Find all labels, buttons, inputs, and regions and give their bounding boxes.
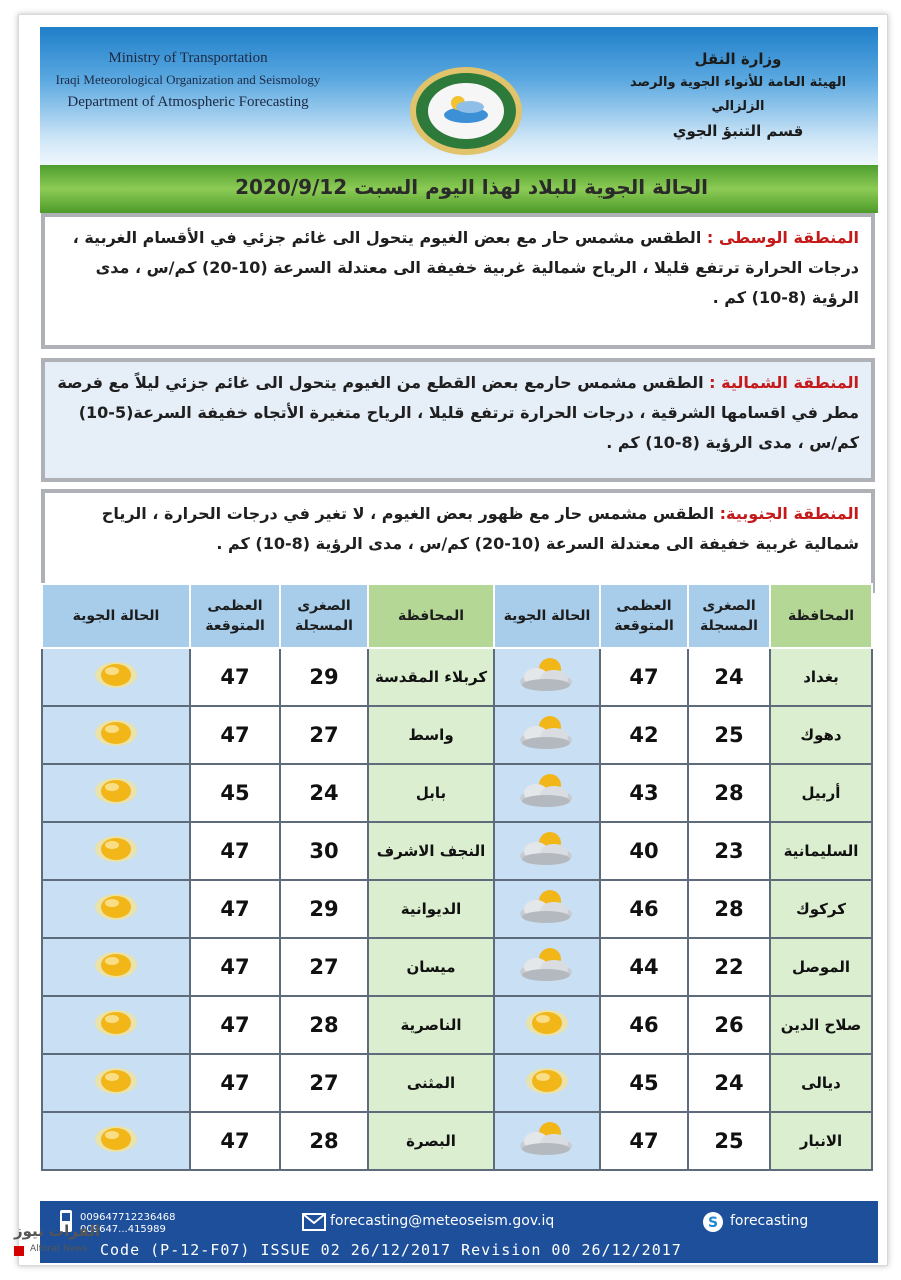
weather-cell <box>494 1054 600 1112</box>
partly-cloudy-icon <box>516 887 578 927</box>
min-temp-cell: 26 <box>688 996 770 1054</box>
region-text: الطقس مشمس حار مع بعض الغيوم يتحول الى غائم جزئي في الأقسام الغربية ، درجات الحرارة ترتفع قليلا ، الرياح شمالية غربية خفيفة الى معتدلة السرعة (10-20) كم/س ، مدى الرؤية (8-10) كم . <box>72 228 859 307</box>
table-header-row <box>42 584 872 648</box>
min-temp-cell: 27 <box>280 938 368 996</box>
table-row <box>42 706 872 764</box>
region-label: المنطقة الوسطى : <box>706 228 859 247</box>
governorate-cell: بغداد <box>770 648 872 706</box>
weather-cell <box>42 880 190 938</box>
governorate-cell: البصرة <box>368 1112 494 1170</box>
min-temp-cell: 28 <box>280 1112 368 1170</box>
header-governorate: المحافظة <box>368 584 494 648</box>
table-row <box>42 764 872 822</box>
sun-icon <box>94 774 138 808</box>
title-bar <box>40 165 878 213</box>
max-temp-cell: 47 <box>600 648 688 706</box>
document-code: Code (P-12-F07) ISSUE 02 26/12/2017 Revision 00 26/12/2017 <box>100 1241 682 1259</box>
weather-cell <box>42 938 190 996</box>
partly-cloudy-icon <box>516 829 578 869</box>
sun-icon <box>525 1064 569 1098</box>
weather-cell <box>42 648 190 706</box>
weather-cell <box>42 764 190 822</box>
bulletin-sheet <box>18 14 888 1266</box>
watermark-en: Alforat News <box>30 1244 88 1254</box>
sun-icon <box>94 1064 138 1098</box>
governorate-cell: الديوانية <box>368 880 494 938</box>
header-governorate: المحافظة <box>770 584 872 648</box>
sun-icon <box>525 1006 569 1040</box>
region-panel-central <box>41 213 875 349</box>
header-weather: الحالة الجوية <box>42 584 190 648</box>
governorate-cell: كركوك <box>770 880 872 938</box>
organization-logo <box>406 65 526 157</box>
watermark-ar: الفرات نيوز <box>14 1222 101 1240</box>
max-temp-cell: 45 <box>190 764 280 822</box>
contact-email[interactable]: forecasting@meteoseism.gov.iq <box>330 1213 555 1229</box>
governorate-cell: الانبار <box>770 1112 872 1170</box>
governorate-cell: النجف الاشرف <box>368 822 494 880</box>
partly-cloudy-icon <box>516 655 578 695</box>
watermark-square-icon <box>14 1246 24 1256</box>
governorate-cell: المثنى <box>368 1054 494 1112</box>
min-temp-cell: 24 <box>688 1054 770 1112</box>
max-temp-cell: 43 <box>600 764 688 822</box>
min-temp-cell: 25 <box>688 706 770 764</box>
header-weather: الحالة الجوية <box>494 584 600 648</box>
department-name-en: Department of Atmospheric Forecasting <box>67 94 309 110</box>
region-text: الطقس مشمس حار مع ظهور بعض الغيوم ، لا تغير في درجات الحرارة ، الرياح شمالية غربية خفيفة الى معتدلة السرعة (10-20) كم/س ، مدى الرؤية (8-10) كم . <box>101 504 859 553</box>
min-temp-cell: 30 <box>280 822 368 880</box>
governorate-cell: الموصل <box>770 938 872 996</box>
forecast-table <box>41 583 873 1171</box>
governorate-cell: دهوك <box>770 706 872 764</box>
governorate-cell: الناصرية <box>368 996 494 1054</box>
max-temp-cell: 40 <box>600 822 688 880</box>
max-temp-cell: 44 <box>600 938 688 996</box>
max-temp-cell: 47 <box>190 996 280 1054</box>
table-row <box>42 996 872 1054</box>
min-temp-cell: 27 <box>280 1054 368 1112</box>
sun-icon <box>94 890 138 924</box>
partly-cloudy-icon <box>516 945 578 985</box>
partly-cloudy-icon <box>516 771 578 811</box>
min-temp-cell: 23 <box>688 822 770 880</box>
region-label: المنطقة الشمالية : <box>709 373 859 392</box>
governorate-cell: ميسان <box>368 938 494 996</box>
weather-cell <box>42 706 190 764</box>
svg-text:S: S <box>707 1215 719 1231</box>
region-label: المنطقة الجنوبية: <box>719 504 859 523</box>
phone-numbers: 009647712236468 009647...415989 <box>80 1212 176 1235</box>
skype-icon <box>702 1211 724 1233</box>
email-icon <box>302 1213 326 1231</box>
max-temp-cell: 47 <box>190 706 280 764</box>
weather-cell <box>494 648 600 706</box>
min-temp-cell: 29 <box>280 648 368 706</box>
header-banner <box>40 27 878 177</box>
region-panel-south <box>41 489 875 593</box>
weather-cell <box>494 996 600 1054</box>
weather-cell <box>494 938 600 996</box>
weather-cell <box>494 764 600 822</box>
min-temp-cell: 24 <box>280 764 368 822</box>
governorate-cell: ديالى <box>770 1054 872 1112</box>
watermark <box>10 1222 130 1262</box>
weather-cell <box>42 996 190 1054</box>
governorate-cell: أربيل <box>770 764 872 822</box>
min-temp-cell: 27 <box>280 706 368 764</box>
min-temp-cell: 28 <box>688 880 770 938</box>
region-text: الطقس مشمس حارمع بعض القطع من الغيوم يتحول الى غائم جزئي ليلاً مع فرصة مطر في اقسامها الشرقية ، درجات الحرارة ترتفع قليلا ، الرياح متغيرة الأتجاه خفيفة السرعة(5-10) كم/س ، مدى الرؤية (8-10) كم . <box>57 373 859 452</box>
max-temp-cell: 47 <box>190 880 280 938</box>
page-title: الحالة الجوية للبلاد لهذا اليوم السبت 2020/9/12 <box>235 175 708 199</box>
sun-icon <box>94 948 138 982</box>
header-max: العظمى المتوقعة <box>600 584 688 648</box>
department-name-ar: قسم التنبؤ الجوي <box>672 122 804 140</box>
weather-cell <box>494 706 600 764</box>
min-temp-cell: 28 <box>280 996 368 1054</box>
min-temp-cell: 22 <box>688 938 770 996</box>
partly-cloudy-icon <box>516 713 578 753</box>
table-row <box>42 938 872 996</box>
max-temp-cell: 47 <box>600 1112 688 1170</box>
governorate-cell: كربلاء المقدسة <box>368 648 494 706</box>
sun-icon <box>94 1122 138 1156</box>
max-temp-cell: 47 <box>190 648 280 706</box>
ministry-name-en: Ministry of Transportation <box>108 50 268 66</box>
max-temp-cell: 47 <box>190 1112 280 1170</box>
organization-name-en: Iraqi Meteorological Organization and Seismology <box>55 72 321 87</box>
header-min: الصغرى المسجلة <box>280 584 368 648</box>
max-temp-cell: 47 <box>190 1054 280 1112</box>
region-panel-north <box>41 358 875 482</box>
table-row <box>42 1112 872 1170</box>
weather-cell <box>42 1054 190 1112</box>
table-row <box>42 880 872 938</box>
max-temp-cell: 46 <box>600 880 688 938</box>
table-row <box>42 822 872 880</box>
max-temp-cell: 42 <box>600 706 688 764</box>
min-temp-cell: 28 <box>688 764 770 822</box>
skype-handle[interactable]: forecasting <box>730 1213 809 1229</box>
max-temp-cell: 47 <box>190 822 280 880</box>
weather-cell <box>494 822 600 880</box>
weather-cell <box>494 880 600 938</box>
governorate-cell: السليمانية <box>770 822 872 880</box>
max-temp-cell: 45 <box>600 1054 688 1112</box>
header-min: الصغرى المسجلة <box>688 584 770 648</box>
min-temp-cell: 29 <box>280 880 368 938</box>
max-temp-cell: 46 <box>600 996 688 1054</box>
sun-icon <box>94 658 138 692</box>
sun-icon <box>94 832 138 866</box>
ministry-name-ar: وزارة النقل <box>694 50 782 68</box>
sun-icon <box>94 1006 138 1040</box>
weather-cell <box>42 1112 190 1170</box>
header-max: العظمى المتوقعة <box>190 584 280 648</box>
footer-bar <box>40 1201 878 1263</box>
weather-cell <box>42 822 190 880</box>
partly-cloudy-icon <box>516 1119 578 1159</box>
sun-icon <box>94 716 138 750</box>
min-temp-cell: 24 <box>688 648 770 706</box>
table-row <box>42 648 872 706</box>
organization-name-ar: الهيئة العامة للأنواء الجوية والرصد الزلزالي <box>629 75 847 114</box>
weather-cell <box>494 1112 600 1170</box>
governorate-cell: صلاح الدين <box>770 996 872 1054</box>
max-temp-cell: 47 <box>190 938 280 996</box>
governorate-cell: بابل <box>368 764 494 822</box>
table-row <box>42 1054 872 1112</box>
header-arabic <box>608 47 868 143</box>
governorate-cell: واسط <box>368 706 494 764</box>
min-temp-cell: 25 <box>688 1112 770 1170</box>
header-english <box>48 47 328 113</box>
